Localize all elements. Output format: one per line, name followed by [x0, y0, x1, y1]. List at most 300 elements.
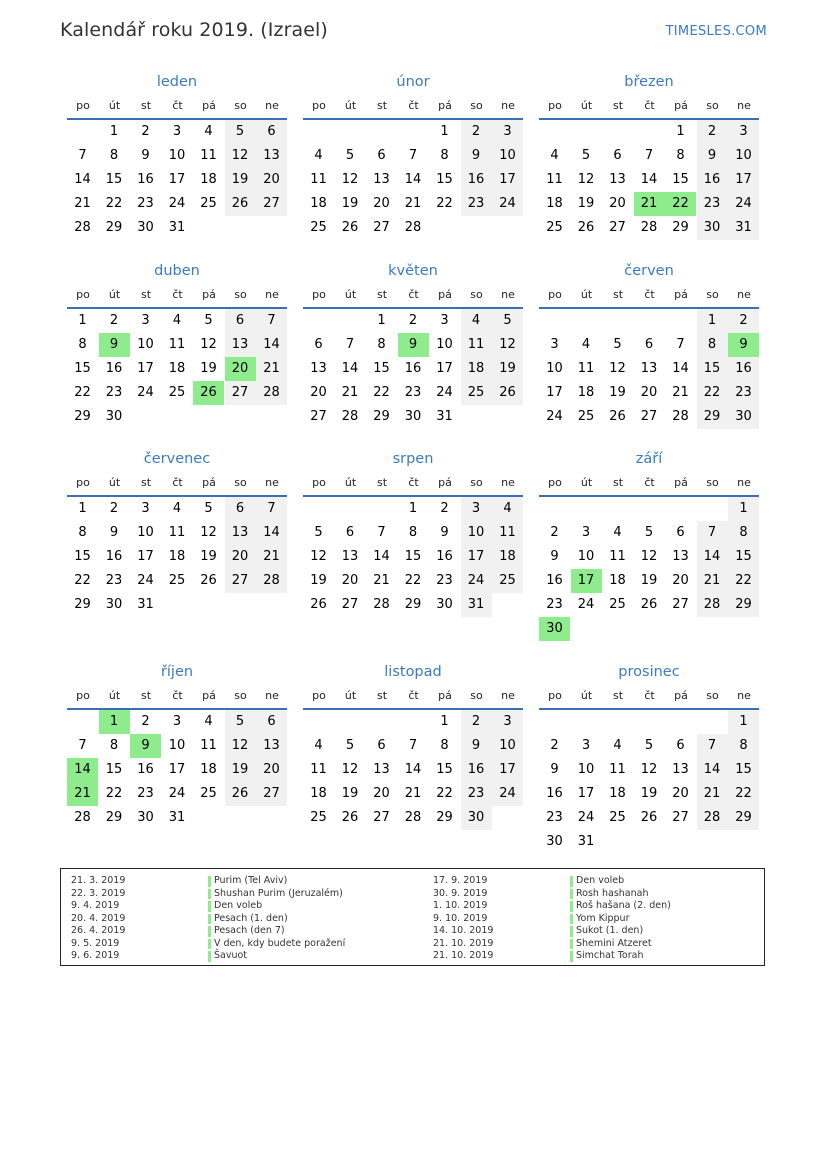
- day-cell: 8: [109, 738, 119, 753]
- day-cell: 26: [341, 810, 359, 825]
- day-cell: 27: [256, 192, 287, 216]
- day-cell: 2: [141, 714, 150, 729]
- weekday-label: po: [76, 99, 90, 112]
- day-cell: 15: [697, 357, 728, 381]
- weekday-label: po: [76, 689, 90, 702]
- day-cell: 17: [577, 786, 595, 801]
- legend-date: 9. 10. 2019: [433, 912, 488, 924]
- day-cell: 12: [341, 762, 359, 777]
- weekday-label: út: [108, 476, 121, 489]
- holiday-day-cell: 9: [99, 333, 130, 357]
- legend-label: V den, kdy budete poražení: [214, 937, 346, 949]
- day-cell: 18: [310, 196, 327, 211]
- day-cell: 11: [200, 738, 217, 753]
- legend-holiday-name: [208, 875, 287, 888]
- day-cell: 17: [728, 168, 759, 192]
- weekday-label: so: [706, 288, 719, 301]
- weekday-label: st: [140, 288, 152, 301]
- day-cell: 10: [492, 144, 523, 168]
- day-cell: 25: [168, 573, 186, 588]
- day-cell: 12: [577, 172, 595, 187]
- weekday-label: ne: [737, 476, 751, 489]
- day-cell: 10: [728, 144, 759, 168]
- day-cell: 22: [436, 786, 453, 801]
- header-divider: [539, 495, 759, 497]
- day-cell: 28: [404, 220, 422, 235]
- weekday-label: út: [580, 689, 593, 702]
- weekday-header: [539, 476, 759, 492]
- weekday-header: [67, 476, 287, 492]
- day-cell: 1: [697, 309, 728, 333]
- day-cell: 21: [404, 786, 422, 801]
- day-cell: 31: [577, 834, 595, 849]
- day-cell: 17: [168, 762, 186, 777]
- weekday-header: [303, 689, 523, 705]
- day-cell: 8: [728, 521, 759, 545]
- day-cell: 4: [550, 148, 559, 163]
- day-cell: 26: [225, 782, 256, 806]
- weekday-label: ne: [265, 288, 279, 301]
- day-cell: 8: [109, 148, 119, 163]
- day-cell: 26: [577, 220, 595, 235]
- day-cell: 29: [672, 220, 689, 235]
- legend-color-marker: [570, 876, 573, 887]
- day-cell: 9: [141, 148, 150, 163]
- day-cell: 9: [697, 144, 728, 168]
- day-cell: 20: [225, 545, 256, 569]
- day-cell: 27: [672, 597, 689, 612]
- day-cell: 11: [310, 762, 327, 777]
- day-cell: 11: [461, 333, 492, 357]
- holiday-day-cell: 9: [130, 734, 161, 758]
- day-cell: 30: [137, 220, 154, 235]
- weekday-label: pá: [674, 689, 688, 702]
- day-cell: 17: [492, 168, 523, 192]
- day-cell: 16: [728, 357, 759, 381]
- holiday-day-cell: 21: [634, 192, 665, 216]
- day-cell: 3: [581, 525, 591, 540]
- day-cell: 4: [204, 124, 213, 139]
- weekday-label: út: [108, 99, 121, 112]
- weekday-label: po: [548, 99, 562, 112]
- day-cell: 15: [74, 361, 91, 376]
- day-cell: 20: [373, 786, 390, 801]
- day-cell: 11: [310, 172, 327, 187]
- weekday-label: ne: [501, 288, 515, 301]
- day-cell: 12: [640, 762, 658, 777]
- day-cell: 24: [577, 597, 595, 612]
- day-cell: 7: [256, 497, 287, 521]
- day-cell: 31: [168, 220, 186, 235]
- day-cell: 25: [546, 220, 563, 235]
- day-cell: 7: [644, 148, 654, 163]
- day-cell: 17: [168, 172, 186, 187]
- day-cell: 9: [440, 525, 449, 540]
- day-cell: 20: [256, 168, 287, 192]
- day-cell: 3: [172, 714, 182, 729]
- legend-color-marker: [208, 889, 211, 900]
- legend-label: Den voleb: [576, 875, 625, 886]
- day-cell: 1: [676, 124, 685, 139]
- day-cell: 28: [341, 409, 359, 424]
- day-cell: 25: [168, 385, 186, 400]
- day-cell: 17: [492, 758, 523, 782]
- day-cell: 2: [440, 501, 449, 516]
- day-cell: 2: [550, 738, 559, 753]
- day-cell: 30: [546, 834, 563, 849]
- day-cell: 30: [404, 409, 422, 424]
- weekday-label: út: [344, 99, 357, 112]
- day-cell: 29: [404, 597, 422, 612]
- weekday-label: ne: [737, 689, 751, 702]
- day-cell: 24: [492, 192, 523, 216]
- day-cell: 6: [225, 309, 256, 333]
- day-cell: 12: [640, 549, 658, 564]
- holiday-day-cell: 17: [571, 569, 602, 593]
- day-cell: 12: [225, 144, 256, 168]
- weekday-label: st: [376, 99, 388, 112]
- day-cell: 8: [440, 738, 449, 753]
- weekday-label: po: [312, 689, 326, 702]
- weekday-label: po: [312, 476, 326, 489]
- day-cell: 31: [461, 593, 492, 617]
- month-květen: [303, 260, 523, 424]
- weekday-label: so: [234, 476, 247, 489]
- day-cell: 1: [728, 710, 759, 734]
- day-cell: 18: [461, 357, 492, 381]
- weekday-label: čt: [172, 476, 183, 489]
- day-cell: 4: [581, 337, 591, 352]
- day-cell: 25: [492, 569, 523, 593]
- day-cell: 29: [728, 593, 759, 617]
- day-cell: 30: [105, 409, 123, 424]
- day-cell: 10: [577, 762, 595, 777]
- day-cell: 1: [377, 313, 386, 328]
- weekday-label: so: [706, 99, 719, 112]
- day-cell: 4: [314, 738, 323, 753]
- weekday-label: po: [548, 689, 562, 702]
- day-cell: 28: [74, 810, 91, 825]
- weekday-label: so: [706, 689, 719, 702]
- site-name[interactable]: TIMESLES.COM: [665, 24, 767, 39]
- holiday-day-cell: 21: [67, 782, 98, 806]
- holiday-day-cell: 1: [99, 710, 130, 734]
- weekday-label: pá: [202, 476, 216, 489]
- weekday-label: so: [470, 689, 483, 702]
- day-cell: 5: [644, 525, 654, 540]
- day-cell: 20: [672, 786, 689, 801]
- day-cell: 23: [461, 192, 492, 216]
- day-cell: 21: [341, 385, 359, 400]
- day-cell: 10: [436, 337, 453, 352]
- legend-date: 9. 5. 2019: [71, 937, 120, 949]
- legend-label: Pesach (den 7): [214, 925, 285, 936]
- month-name: květen: [388, 263, 438, 279]
- day-cell: 18: [168, 361, 186, 376]
- day-cell: 15: [105, 172, 123, 187]
- weekday-label: út: [108, 288, 121, 301]
- month-srpen: [303, 448, 523, 612]
- day-cell: 12: [200, 337, 217, 352]
- weekday-label: st: [612, 99, 624, 112]
- day-cell: 7: [697, 734, 728, 758]
- day-cell: 26: [200, 573, 217, 588]
- day-cell: 7: [345, 337, 355, 352]
- day-cell: 7: [256, 309, 287, 333]
- day-cell: 5: [613, 337, 622, 352]
- day-cell: 4: [492, 497, 523, 521]
- day-cell: 17: [546, 385, 563, 400]
- day-cell: 19: [609, 385, 626, 400]
- day-cell: 1: [408, 501, 418, 516]
- legend-date: 21. 10. 2019: [433, 950, 494, 961]
- weekday-header: [303, 99, 523, 115]
- month-říjen: [67, 661, 287, 825]
- day-cell: 10: [461, 521, 492, 545]
- weekday-label: ne: [501, 476, 515, 489]
- month-name: srpen: [392, 451, 434, 467]
- weekday-label: ne: [265, 99, 279, 112]
- day-cell: 31: [168, 810, 186, 825]
- weekday-label: út: [580, 476, 593, 489]
- day-cell: 6: [676, 525, 685, 540]
- day-cell: 29: [105, 220, 123, 235]
- day-cell: 4: [613, 525, 622, 540]
- legend-color-marker: [570, 889, 573, 900]
- weekday-header: [303, 288, 523, 304]
- month-name: březen: [624, 74, 674, 90]
- day-cell: 14: [74, 172, 91, 187]
- month-name: červen: [624, 263, 674, 279]
- weekday-header: [539, 99, 759, 115]
- weekday-label: čt: [408, 288, 419, 301]
- day-cell: 3: [728, 120, 759, 144]
- holiday-day-cell: 26: [193, 381, 224, 405]
- day-cell: 23: [697, 192, 728, 216]
- weekday-header: [67, 99, 287, 115]
- day-cell: 27: [310, 409, 327, 424]
- day-cell: 18: [577, 385, 595, 400]
- day-cell: 2: [408, 313, 418, 328]
- weekday-label: pá: [438, 288, 452, 301]
- legend-color-marker: [570, 914, 573, 925]
- day-cell: 23: [105, 385, 123, 400]
- day-cell: 6: [377, 148, 386, 163]
- holiday-day-cell: 30: [539, 617, 570, 641]
- day-cell: 19: [341, 196, 359, 211]
- weekday-header: [539, 689, 759, 705]
- legend-holiday-name: [208, 925, 285, 938]
- day-cell: 6: [345, 525, 355, 540]
- day-cell: 12: [341, 172, 359, 187]
- day-cell: 11: [168, 337, 186, 352]
- weekday-label: čt: [172, 288, 183, 301]
- weekday-label: pá: [674, 99, 688, 112]
- day-cell: 16: [546, 786, 563, 801]
- day-cell: 3: [172, 124, 182, 139]
- legend-label: Simchat Torah: [576, 950, 644, 961]
- day-cell: 24: [168, 786, 186, 801]
- day-cell: 27: [373, 810, 390, 825]
- day-cell: 27: [225, 569, 256, 593]
- day-cell: 11: [492, 521, 523, 545]
- day-cell: 18: [609, 786, 626, 801]
- day-cell: 16: [137, 762, 154, 777]
- day-cell: 5: [225, 120, 256, 144]
- day-cell: 7: [408, 148, 418, 163]
- day-cell: 7: [676, 337, 685, 352]
- day-cell: 16: [546, 573, 563, 588]
- day-cell: 9: [550, 549, 559, 564]
- day-cell: 29: [373, 409, 390, 424]
- day-cell: 21: [256, 545, 287, 569]
- legend-holiday-name: [570, 913, 629, 926]
- day-cell: 1: [78, 501, 87, 516]
- day-cell: 26: [609, 409, 626, 424]
- day-cell: 31: [728, 216, 759, 240]
- day-cell: 8: [78, 337, 87, 352]
- day-cell: 25: [461, 381, 492, 405]
- day-cell: 29: [74, 409, 91, 424]
- day-cell: 27: [373, 220, 390, 235]
- day-cell: 9: [461, 144, 492, 168]
- day-cell: 6: [314, 337, 323, 352]
- weekday-label: pá: [438, 689, 452, 702]
- day-cell: 26: [341, 220, 359, 235]
- day-cell: 18: [200, 762, 217, 777]
- day-cell: 9: [461, 734, 492, 758]
- day-cell: 14: [341, 361, 359, 376]
- holiday-day-cell: 9: [728, 333, 759, 357]
- day-cell: 9: [109, 525, 119, 540]
- legend-holiday-name: [208, 888, 343, 901]
- day-cell: 27: [640, 409, 658, 424]
- legend-holiday-name: [208, 950, 247, 963]
- legend-date: 22. 3. 2019: [71, 887, 126, 899]
- day-cell: 2: [728, 309, 759, 333]
- weekday-label: čt: [172, 689, 183, 702]
- day-cell: 15: [728, 545, 759, 569]
- day-cell: 29: [105, 810, 123, 825]
- legend-label: Shushan Purim (Jeruzalém): [214, 887, 343, 899]
- legend-color-marker: [570, 901, 573, 912]
- day-cell: 28: [74, 220, 91, 235]
- day-cell: 20: [373, 196, 390, 211]
- weekday-label: po: [312, 288, 326, 301]
- day-cell: 7: [697, 521, 728, 545]
- day-cell: 20: [609, 196, 626, 211]
- legend-label: Šavuot: [214, 950, 248, 961]
- day-cell: 22: [105, 786, 123, 801]
- weekday-label: ne: [501, 689, 515, 702]
- day-cell: 22: [697, 381, 728, 405]
- day-cell: 19: [225, 758, 256, 782]
- weekday-header: [303, 476, 523, 492]
- weekday-label: čt: [644, 99, 655, 112]
- day-cell: 16: [404, 361, 422, 376]
- day-cell: 15: [105, 762, 123, 777]
- day-cell: 13: [256, 734, 287, 758]
- day-cell: 25: [577, 409, 595, 424]
- day-cell: 11: [546, 172, 563, 187]
- month-únor: [303, 71, 523, 235]
- day-cell: 28: [256, 569, 287, 593]
- legend-label: Sukot (1. den): [576, 925, 644, 936]
- legend-label: Purim (Tel Aviv): [214, 875, 288, 886]
- day-cell: 7: [78, 738, 87, 753]
- day-cell: 24: [168, 196, 186, 211]
- legend-holiday-name: [570, 950, 643, 963]
- weekday-label: st: [612, 689, 624, 702]
- day-cell: 10: [168, 738, 186, 753]
- day-cell: 25: [200, 196, 217, 211]
- day-cell: 4: [172, 501, 182, 516]
- day-cell: 4: [461, 309, 492, 333]
- weekday-label: čt: [408, 476, 419, 489]
- day-cell: 11: [609, 549, 626, 564]
- day-cell: 31: [436, 409, 453, 424]
- day-cell: 15: [74, 549, 91, 564]
- weekday-label: po: [548, 288, 562, 301]
- day-cell: 25: [609, 810, 626, 825]
- day-cell: 12: [225, 734, 256, 758]
- day-cell: 13: [256, 144, 287, 168]
- legend-holiday-name: [570, 938, 652, 951]
- month-listopad: [303, 661, 523, 825]
- day-cell: 11: [200, 148, 217, 163]
- weekday-label: st: [140, 99, 152, 112]
- weekday-label: út: [344, 689, 357, 702]
- legend-color-marker: [570, 939, 573, 950]
- day-cell: 8: [676, 148, 685, 163]
- day-cell: 14: [697, 545, 728, 569]
- day-cell: 23: [546, 597, 563, 612]
- day-cell: 18: [546, 196, 563, 211]
- month-prosinec: [539, 661, 759, 849]
- weekday-label: so: [234, 288, 247, 301]
- day-cell: 23: [546, 810, 563, 825]
- legend-date: 1. 10. 2019: [433, 900, 488, 911]
- day-cell: 19: [341, 786, 359, 801]
- day-cell: 22: [105, 196, 123, 211]
- weekday-label: pá: [202, 689, 216, 702]
- weekday-label: pá: [674, 476, 688, 489]
- weekday-label: pá: [202, 288, 216, 301]
- day-cell: 24: [461, 569, 492, 593]
- legend-label: Roš hašana (2. den): [576, 900, 671, 911]
- legend-date: 21. 10. 2019: [433, 937, 494, 949]
- legend-date: 9. 4. 2019: [71, 900, 120, 911]
- weekday-label: st: [612, 288, 624, 301]
- day-cell: 6: [377, 738, 386, 753]
- day-cell: 8: [78, 525, 87, 540]
- day-cell: 18: [492, 545, 523, 569]
- day-cell: 21: [74, 196, 91, 211]
- weekday-label: so: [470, 99, 483, 112]
- weekday-header: [67, 689, 287, 705]
- weekday-label: so: [706, 476, 719, 489]
- weekday-label: út: [344, 476, 357, 489]
- day-cell: 30: [105, 597, 123, 612]
- month-name: červenec: [143, 451, 211, 467]
- day-cell: 5: [581, 148, 591, 163]
- legend-date: 14. 10. 2019: [433, 925, 494, 936]
- day-cell: 8: [728, 734, 759, 758]
- day-cell: 23: [105, 573, 123, 588]
- day-cell: 3: [440, 313, 449, 328]
- legend-color-marker: [208, 951, 211, 962]
- day-cell: 22: [436, 196, 453, 211]
